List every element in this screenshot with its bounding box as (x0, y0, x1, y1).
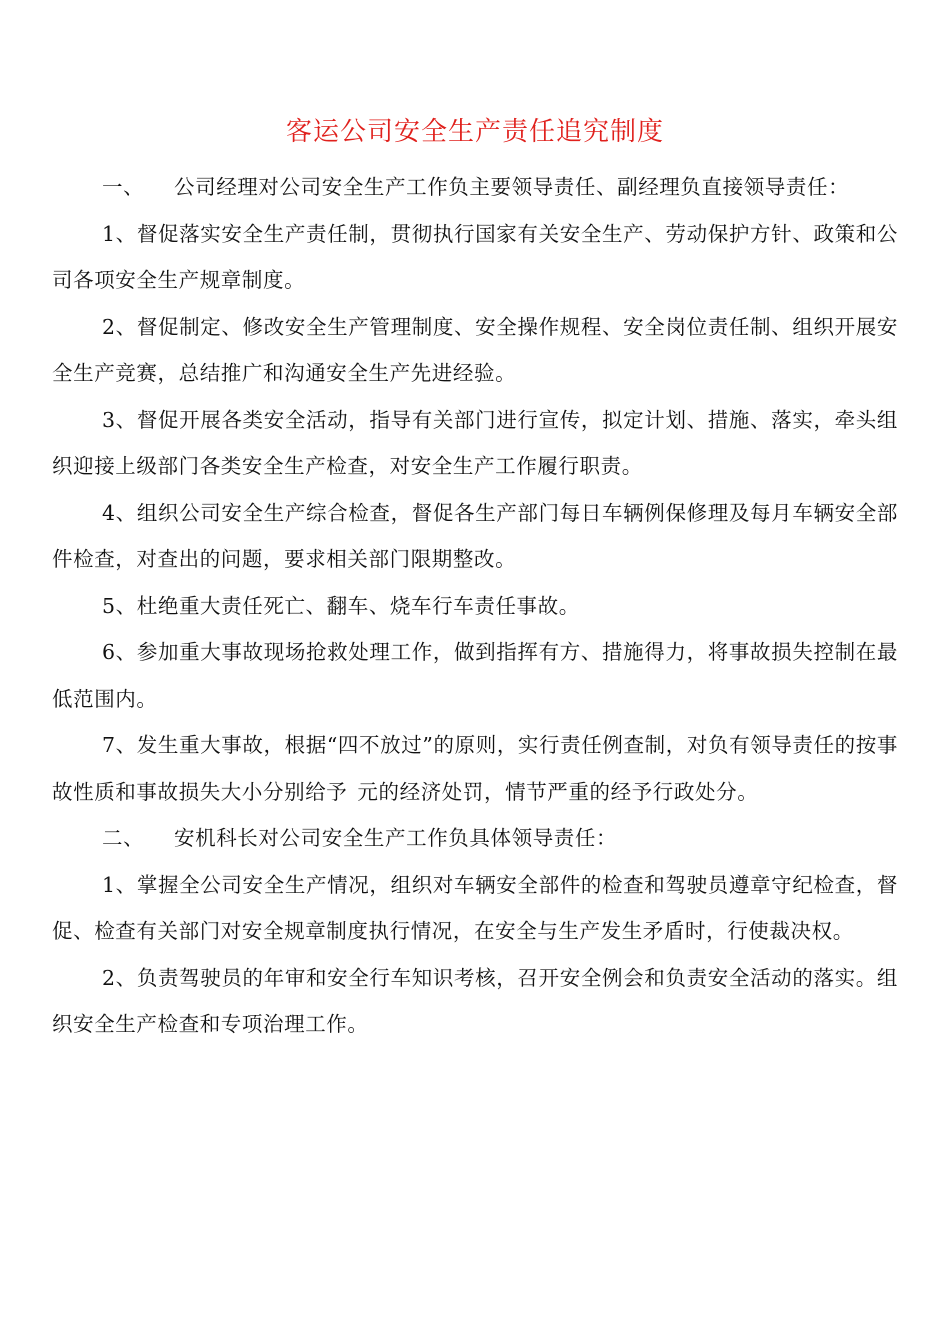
section-2-item-2: 2、负责驾驶员的年审和安全行车知识考核，召开安全例会和负责安全活动的落实。组织安全生产检查和专项治理工作。 (52, 965, 898, 1036)
section-1-item-6: 6、参加重大事故现场抢救处理工作，做到指挥有方、措施得力，将事故损失控制在最低范围内。 (52, 640, 898, 711)
section-1-heading (52, 164, 898, 211)
document-title: 客运公司安全生产责任追究制度 (285, 117, 664, 147)
section-2-heading (52, 815, 898, 862)
section-2-item-1: 1、掌握全公司安全生产情况，组织对车辆安全部件的检查和驾驶员遵章守纪检查，督促、检查有关部门对安全规章制度执行情况，在安全与生产发生矛盾时，行使裁决权。 (52, 872, 898, 943)
section-1-item-7-after: 元的经济处罚，情节严重的经予行政处分。 (357, 779, 759, 804)
section-1-item-2: 2、督促制定、修改安全生产管理制度、安全操作规程、安全岗位责任制、组织开展安全生产竞赛，总结推广和沟通安全生产先进经验。 (52, 314, 898, 385)
section-1-item-3: 3、督促开展各类安全活动，指导有关部门进行宣传，拟定计划、措施、落实，牵头组织迎接上级部门各类安全生产检查，对安全生产工作履行职责。 (52, 407, 898, 478)
section-1-number: 一、 (102, 175, 145, 199)
section-1-item-4: 4、组织公司安全生产综合检查，督促各生产部门每日车辆例保修理及每月车辆安全部件检查，对查出的问题，要求相关部门限期整改。 (52, 500, 898, 571)
section-1-item-1: 1、督促落实安全生产责任制，贯彻执行国家有关安全生产、劳动保护方针、政策和公司各项安全生产规章制度。 (52, 221, 898, 292)
section-2-heading-text: 安机科长对公司安全生产工作负具体领导责任： (174, 826, 618, 850)
section-2-number: 二、 (102, 826, 145, 850)
section-1-item-7-before: 7、发生重大事故，根据“四不放过”的原则，实行责任例查制，对负有领导责任的按事故性质和事故损失大小分别给予 (52, 733, 898, 804)
section-1-item-5: 5、杜绝重大责任死亡、翻车、烧车行车责任事故。 (102, 593, 580, 618)
section-1-item-7 (52, 722, 898, 815)
document-body (52, 164, 898, 1048)
section-1-heading-text: 公司经理对公司安全生产工作负主要领导责任、副经理负直接领导责任： (174, 175, 850, 199)
